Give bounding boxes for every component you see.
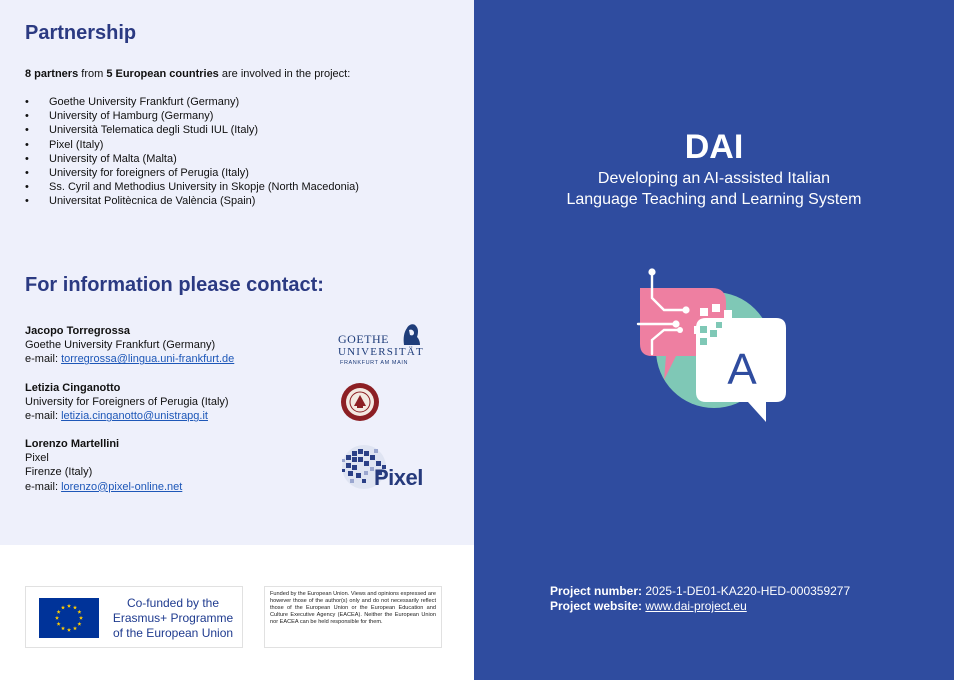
contact-block-cinganotto <box>25 381 229 424</box>
contact-name: Letizia Cinganotto <box>25 382 121 394</box>
partners-count: 8 partners <box>25 68 79 80</box>
project-subtitle: Developing an AI-assisted Italian Language Teaching and Learning System <box>566 170 862 208</box>
contact-location: Firenze (Italy) <box>25 466 93 479</box>
list-item: • University of Hamburg (Germany) <box>25 109 359 123</box>
email-link-torregrossa[interactable]: torregrossa@lingua.uni-frankfurt.de <box>61 353 235 366</box>
contact-heading: For information please contact: <box>25 274 324 296</box>
dai-chat-logo-icon <box>634 264 794 424</box>
partner-list <box>25 95 359 209</box>
project-website-link[interactable]: www.dai-project.eu <box>645 599 747 613</box>
project-number-value: 2025-1-DE01-KA220-HED-000359277 <box>645 584 851 598</box>
list-item: • Universitat Politècnica de València (Spain) <box>25 194 359 208</box>
goethe-logo-line3: FRANKFURT AM MAIN <box>340 360 409 366</box>
goethe-university-logo <box>338 320 424 370</box>
goethe-portrait-icon <box>398 320 422 346</box>
contact-block-torregrossa <box>25 324 234 367</box>
contact-email-line: e-mail: torregrossa@lingua.uni-frankfurt.de <box>25 353 235 366</box>
partnership-panel <box>0 0 474 545</box>
erasmus-text <box>108 596 238 641</box>
goethe-logo-line1: GOETHE <box>338 332 389 346</box>
eu-flag-icon <box>39 598 99 638</box>
dai-logo-letter: A <box>727 345 757 394</box>
contact-name: Jacopo Torregrossa <box>25 325 130 337</box>
contact-block-martellini <box>25 437 182 494</box>
contact-email-line: e-mail: letizia.cinganotto@unistrapg.it <box>25 410 208 423</box>
project-info <box>550 584 850 614</box>
goethe-logo-line2: UNIVERSITÄT <box>338 346 424 358</box>
list-item: • Università Telematica degli Studi IUL (Italy) <box>25 123 359 137</box>
pixel-logo <box>338 443 432 493</box>
erasmus-line3: of the European Union <box>112 626 234 640</box>
contact-org: University for Foreigners of Perugia (Italy) <box>25 396 229 409</box>
pixel-logo-wordmark: Pixel <box>374 465 423 490</box>
project-panel <box>474 0 954 680</box>
contact-email-line: e-mail: lorenzo@pixel-online.net <box>25 480 183 493</box>
erasmus-cofunded-box <box>25 586 243 648</box>
project-title: DAI <box>684 128 744 166</box>
list-item: • Pixel (Italy) <box>25 138 359 152</box>
eu-disclaimer: Funded by the European Union. Views and opinions expressed are however those of the author(s) only and do not necessarily reflect those of the European Union or the European Education and Culture Executive Agency (EACEA). Neither the European Union nor EACEA can be held responsible for them. <box>264 586 442 648</box>
project-website-label: Project website: <box>550 599 643 613</box>
project-number-line <box>550 584 850 599</box>
contact-org: Goethe University Frankfurt (Germany) <box>25 339 216 352</box>
project-number-label: Project number: <box>550 584 643 598</box>
email-link-martellini[interactable]: lorenzo@pixel-online.net <box>61 480 183 493</box>
erasmus-line1: Co-funded by the <box>126 596 220 610</box>
contact-org: Pixel <box>25 452 49 465</box>
project-website-line <box>550 599 850 614</box>
email-link-cinganotto[interactable]: letizia.cinganotto@unistrapg.it <box>61 410 208 423</box>
partnership-intro: 8 partners from 5 European countries are involved in the project: <box>25 68 351 80</box>
erasmus-line2: Erasmus+ Programme <box>112 611 234 625</box>
list-item: • Goethe University Frankfurt (Germany) <box>25 95 359 109</box>
list-item: • University of Malta (Malta) <box>25 152 359 166</box>
partnership-heading: Partnership <box>25 22 137 44</box>
perugia-seal-logo <box>340 382 380 422</box>
countries-count: 5 European countries <box>106 68 219 80</box>
list-item: • University for foreigners of Perugia (Italy) <box>25 166 359 180</box>
contact-name: Lorenzo Martellini <box>25 438 120 450</box>
list-item: • Ss. Cyril and Methodius University in Skopje (North Macedonia) <box>25 180 359 194</box>
